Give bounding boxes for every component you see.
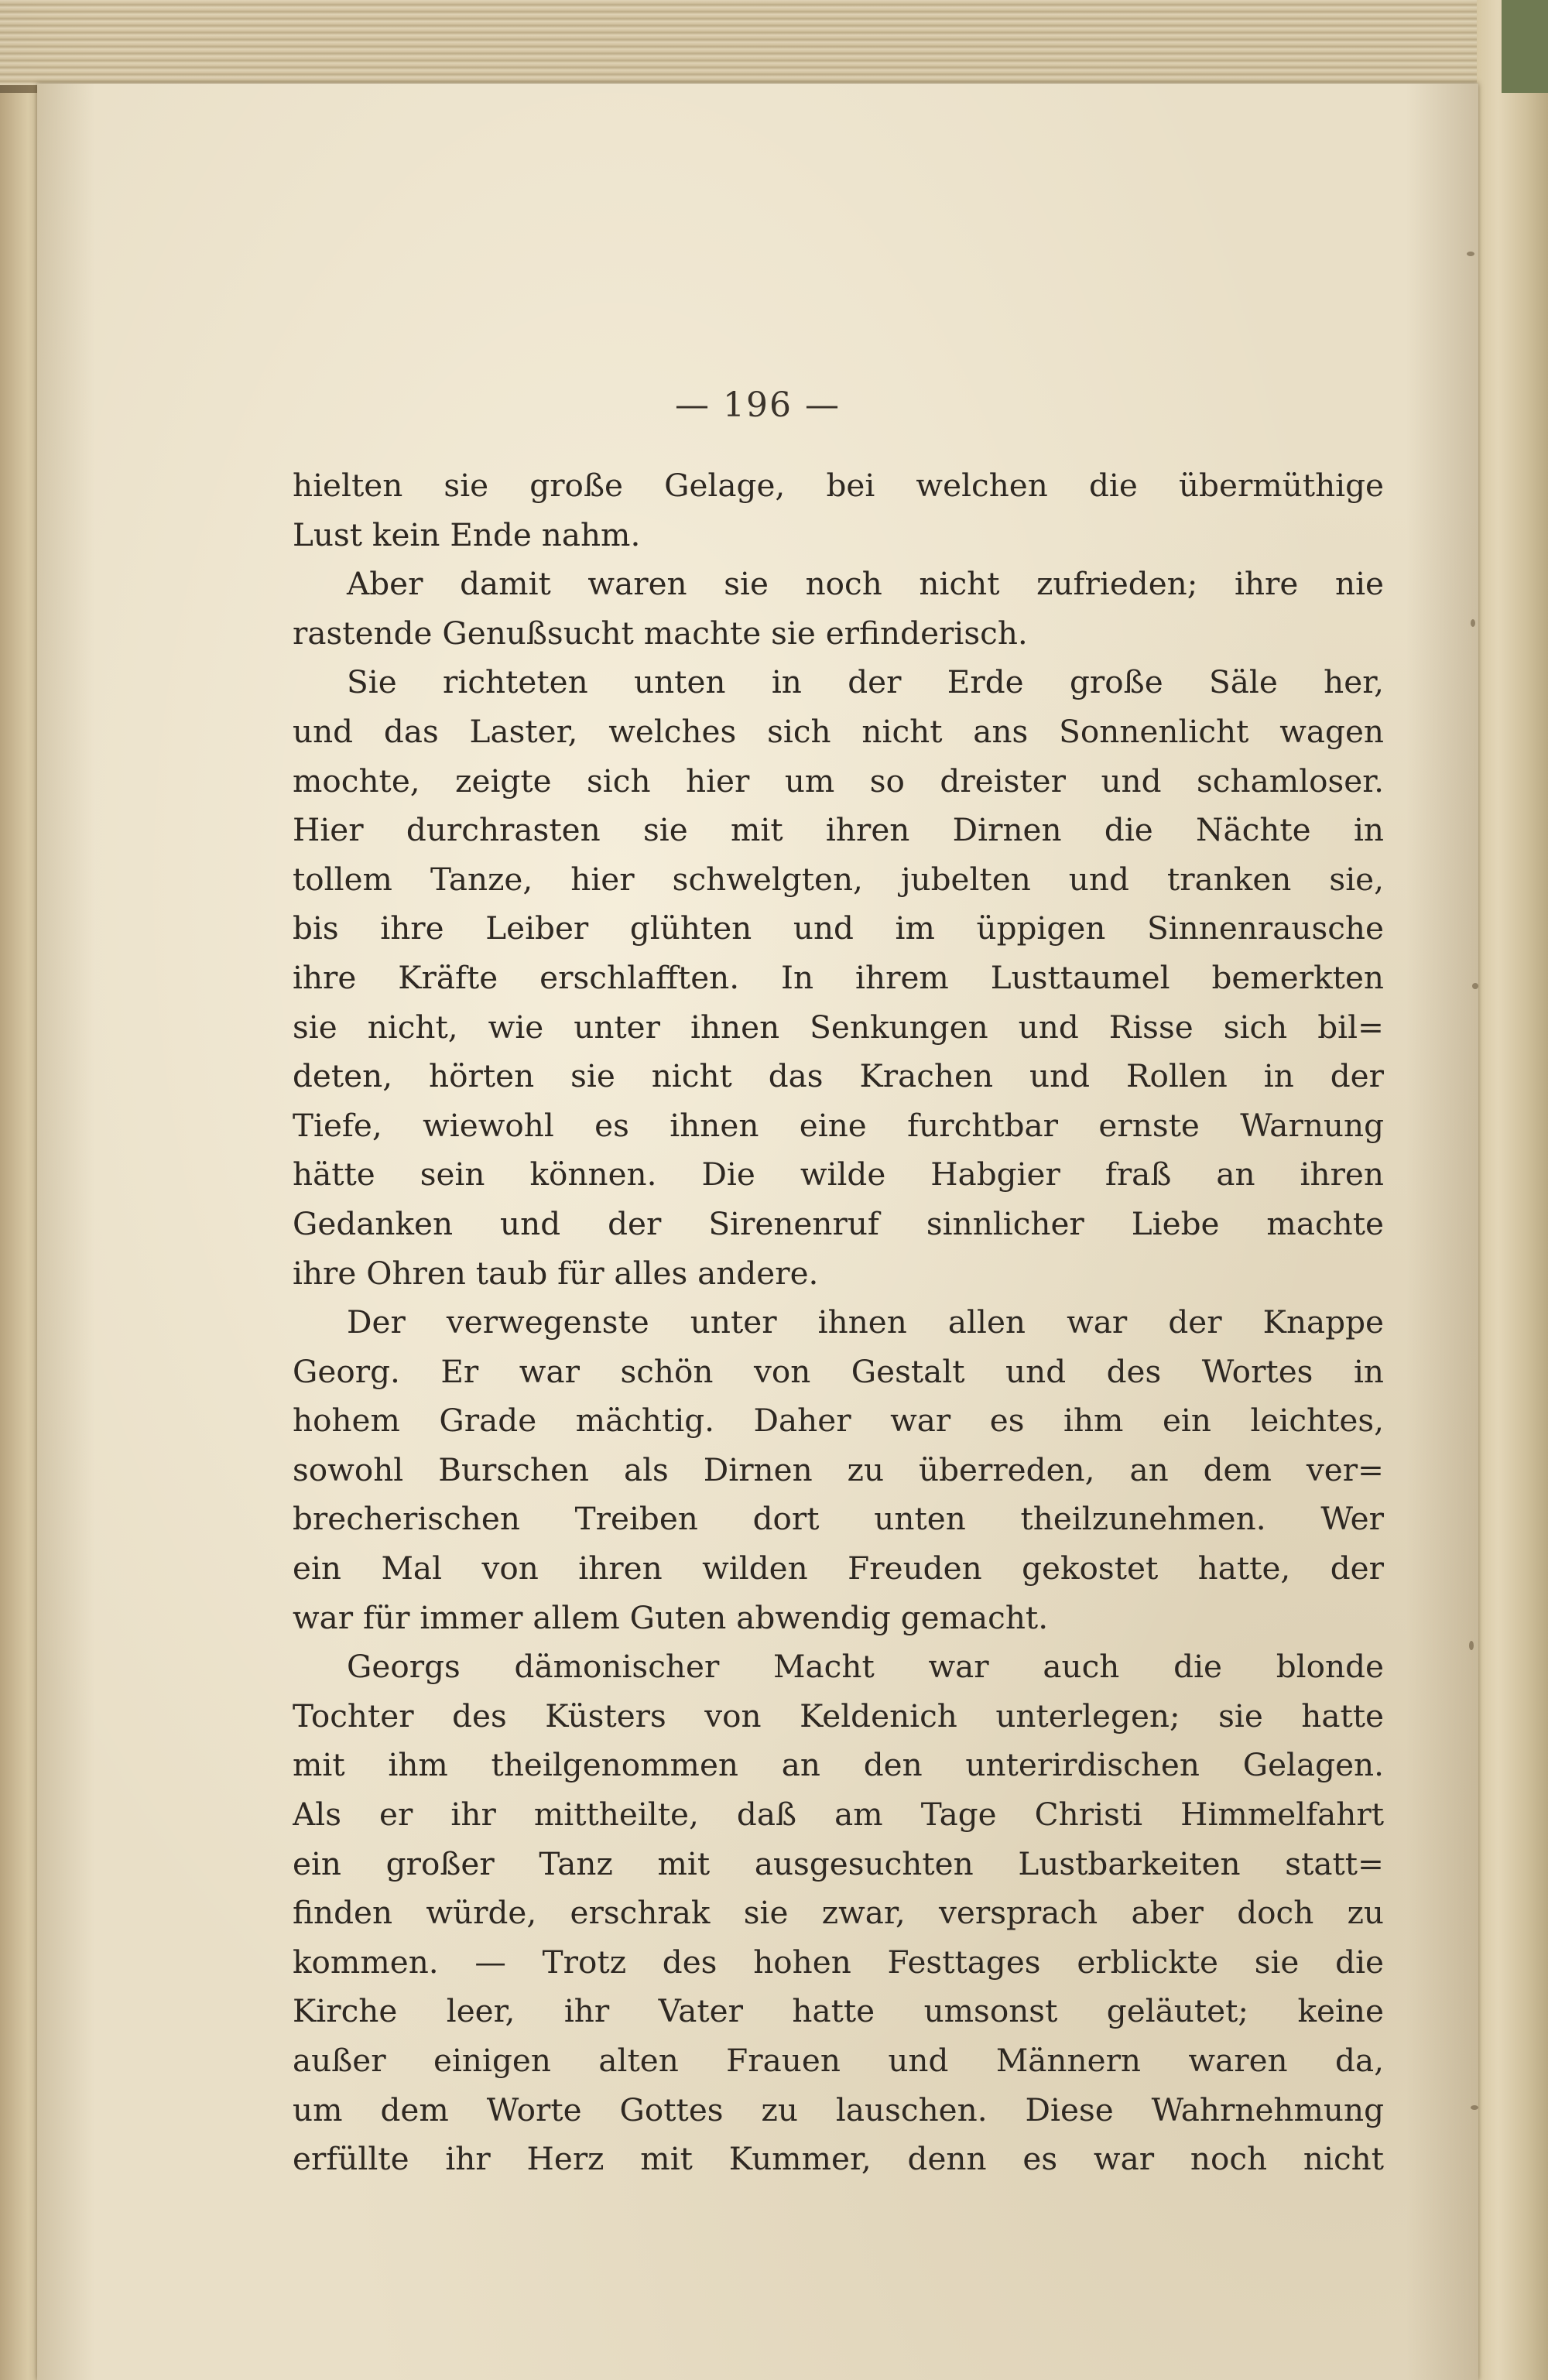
text-line: Hier durchrasten sie mit ihren Dirnen die Nächte in — [293, 811, 1384, 849]
text-line: ein Mal von ihren wilden Freuden gekostet hatte, der — [293, 1550, 1384, 1587]
text-line: Sie richteten unten in der Erde große Säle her, — [347, 663, 1384, 701]
book-cover-corner — [1502, 0, 1548, 93]
text-line: Georg. Er war schön von Gestalt und des Wortes in — [293, 1352, 1384, 1390]
text-line: ihre Kräfte erschlafften. In ihrem Lusttaumel bemerkten — [293, 958, 1384, 996]
text-line: sowohl Burschen als Dirnen zu überreden, an dem ver= — [293, 1450, 1384, 1488]
ink-speck — [1469, 1641, 1474, 1650]
text-line: Als er ihr mittheilte, daß am Tage Christi Himmelfahrt — [293, 1796, 1384, 1834]
text-line: kommen. — Trotz des hohen Festtages erblickte sie die — [293, 1943, 1384, 1981]
text-line: Kirche leer, ihr Vater hatte umsonst geläutet; keine — [293, 1992, 1384, 2030]
text-line: Tochter des Küsters von Keldenich unterlegen; sie hatte — [293, 1697, 1384, 1734]
text-line: Gedanken und der Sirenenruf sinnlicher Liebe machte — [293, 1204, 1384, 1242]
text-line: bis ihre Leiber glühten und im üppigen Sinnenrausche — [293, 909, 1384, 947]
text-line: um dem Worte Gottes zu lauschen. Diese Wahrnehmung — [293, 2091, 1384, 2128]
text-line: tollem Tanze, hier schwelgten, jubelten und tranken sie, — [293, 860, 1384, 898]
text-line: hielten sie große Gelage, bei welchen die übermüthige — [293, 467, 1384, 504]
right-binding — [1477, 0, 1548, 2380]
text-line: ihre Ohren taub für alles andere. — [293, 1254, 819, 1292]
ink-speck — [1471, 2105, 1478, 2110]
text-line: brecherischen Treiben dort unten theilzunehmen. Wer — [293, 1500, 1384, 1538]
text-line: hohem Grade mächtig. Daher war es ihm ein leichtes, — [293, 1402, 1384, 1440]
text-line: war für immer allem Guten abwendig gemacht. — [293, 1598, 1049, 1636]
text-line: Aber damit waren sie noch nicht zufrieden; ihre nie — [347, 565, 1384, 603]
text-line: rastende Genußsucht machte sie erfinderisch. — [293, 614, 1028, 652]
text-line: sie nicht, wie unter ihnen Senkungen und Risse sich bil= — [293, 1008, 1384, 1046]
text-line: mit ihm theilgenommen an den unterirdischen Gelagen. — [293, 1746, 1384, 1784]
body-text — [293, 461, 1384, 2184]
text-line: erfüllte ihr Herz mit Kummer, denn es war noch nicht — [293, 2140, 1384, 2178]
text-line: mochte, zeigte sich hier um so dreister und schamloser. — [293, 762, 1384, 800]
ink-speck — [1467, 252, 1474, 256]
text-line: finden würde, erschrak sie zwar, versprach aber doch zu — [293, 1894, 1384, 1932]
text-line: deten, hörten sie nicht das Krachen und Rollen in der — [293, 1057, 1384, 1095]
book-page — [37, 84, 1478, 2380]
text-line: Lust kein Ende nahm. — [293, 515, 641, 553]
ink-speck — [1472, 983, 1478, 989]
text-line: ein großer Tanz mit ausgesuchten Lustbarkeiten statt= — [293, 1844, 1384, 1882]
text-line: und das Laster, welches sich nicht ans Sonnenlicht wagen — [293, 712, 1384, 750]
text-line: außer einigen alten Frauen und Männern waren da, — [293, 2042, 1384, 2079]
text-line: Georgs dämonischer Macht war auch die blonde — [347, 1648, 1384, 1686]
stacked-page-edges — [0, 0, 1486, 85]
text-line: hätte sein können. Die wilde Habgier fraß an ihren — [293, 1156, 1384, 1193]
text-line: Tiefe, wiewohl es ihnen eine furchtbar ernste Warnung — [293, 1106, 1384, 1144]
text-line: Der verwegenste unter ihnen allen war der Knappe — [347, 1303, 1384, 1341]
ink-speck — [1471, 619, 1475, 627]
page-number: — 196 — — [675, 385, 841, 425]
